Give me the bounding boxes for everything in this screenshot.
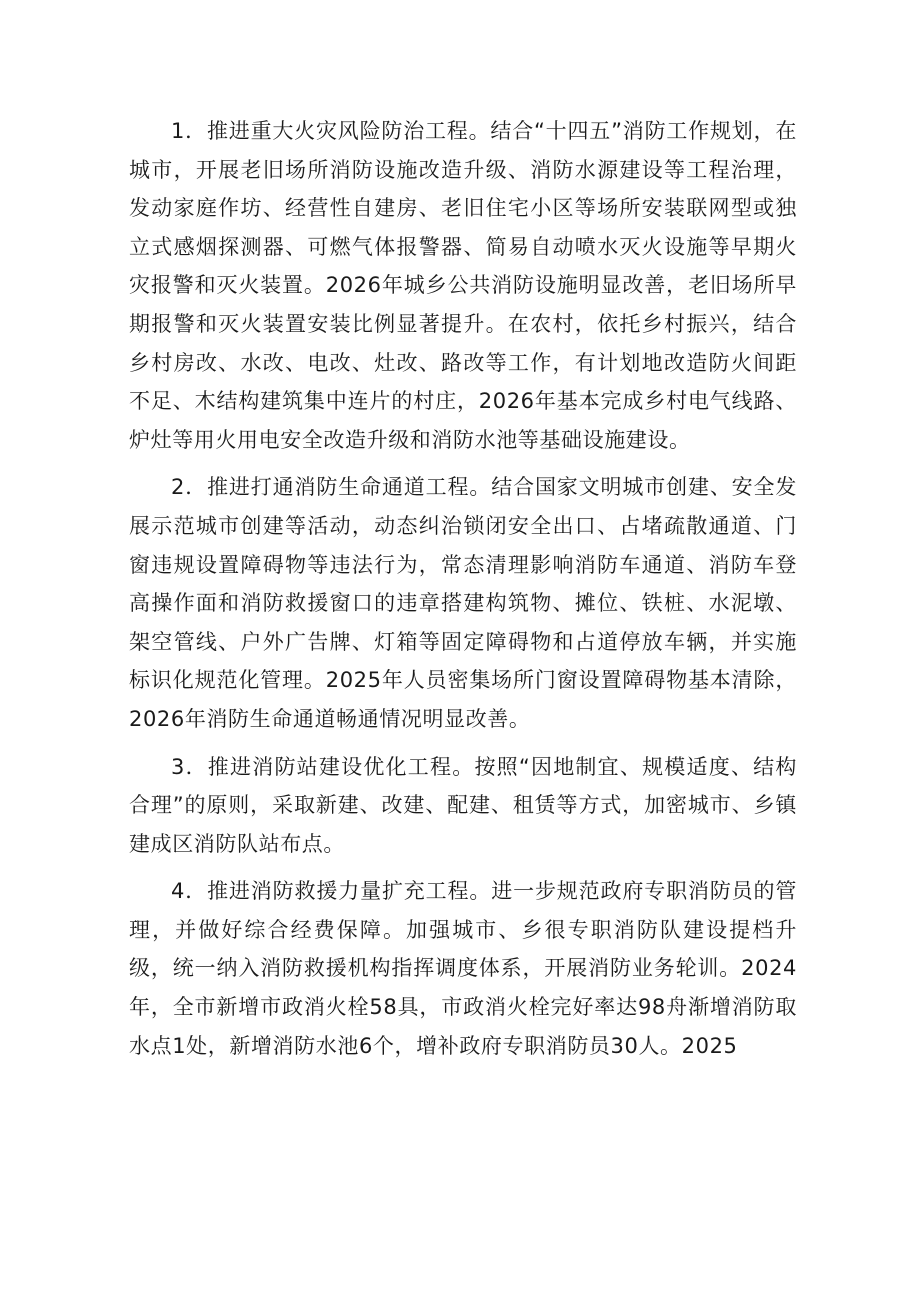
paragraph-2: 2．推进打通消防生命通道工程。结合国家文明城市创建、安全发展示范城市创建等活动，动态纠治锁闭安全出口、占堵疏散通道、门窗违规设置障碍物等违法行为，常态清理影响消防车通道、消防车登高操作面和消防救援窗口的违章搭建构筑物、摊位、铁桩、水泥墩、架空管线、户外广告牌、灯箱等固定障碍物和占道停放车辆，并实施标识化规范化管理。2025年人员密集场所门窗设置障碍物基本清除，2026年消防生命通道畅通情况明显改善。 bbox=[129, 475, 797, 731]
paragraph-4: 4．推进消防救援力量扩充工程。进一步规范政府专职消防员的管理，并做好综合经费保障。加强城市、乡很专职消防队建设提档升级，统一纳入消防救援机构指挥调度体系，开展消防业务轮训。2024年，全市新增市政消火栓58具，市政消火栓完好率达98舟渐增消防取水点1处，新增消防水池6个，增补政府专职消防员30人。2025 bbox=[129, 879, 797, 1058]
paragraph-3: 3．推进消防站建设优化工程。按照“因地制宜、规模适度、结构合理”的原则，采取新建、改建、配建、租赁等方式，加密城市、乡镇建成区消防队站布点。 bbox=[129, 754, 797, 856]
paragraph-1: 1．推进重大火灾风险防治工程。结合“十四五”消防工作规划，在城市，开展老旧场所消防设施改造升级、消防水源建设等工程治理，发动家庭作坊、经营性自建房、老旧住宅小区等场所安装联网型或独立式感烟探测器、可燃气体报警器、简易自动喷水灭火设施等早期火灾报警和灭火装置。2026年城乡公共消防设施明显改善，老旧场所早期报警和灭火装置安装比例显著提升。在农村，依托乡村振兴，结合乡村房改、水改、电改、灶改、路改等工作，有计划地改造防火间距不足、木结构建筑集中连片的村庄，2026年基本完成乡村电气线路、炉灶等用火用电安全改造升级和消防水池等基础设施建设。 bbox=[129, 119, 797, 452]
document-body bbox=[129, 112, 797, 1065]
